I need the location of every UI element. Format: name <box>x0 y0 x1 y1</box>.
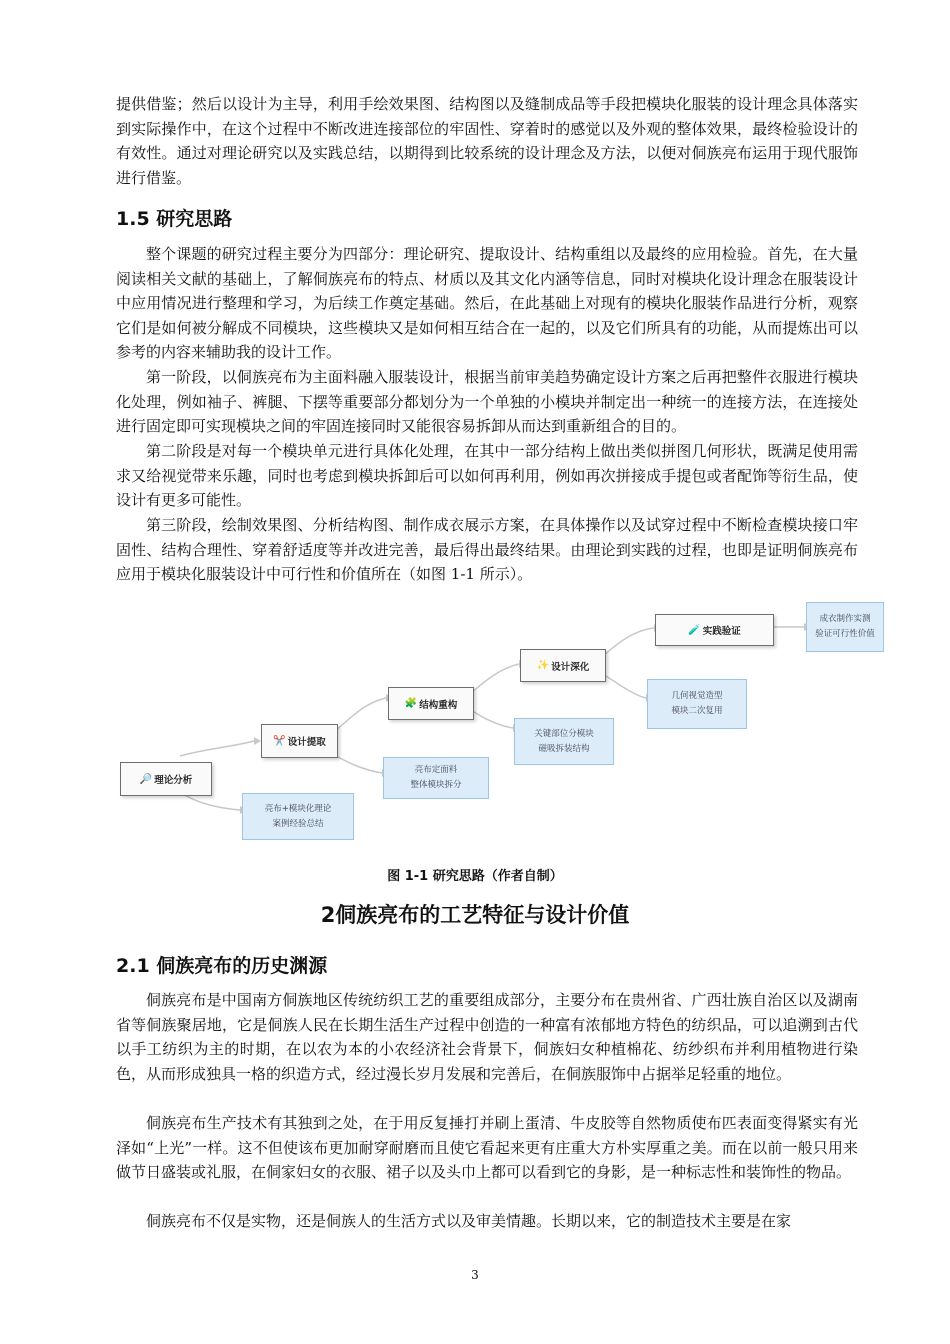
node-label: 实践验证 <box>702 626 741 637</box>
note-line: 整体模块拆分 <box>410 780 462 790</box>
paragraph-2-1-3: 侗族亮布不仅是实物，还是侗族人的生活方式以及审美情趣。长期以来，它的制造技术主要是在家 <box>146 1212 792 1230</box>
flask-icon: 🧪 <box>688 624 701 636</box>
paragraph-1-5-3: 第二阶段是对每一个模块单元进行具体化处理，在其中一部分结构上做出类似拼图几何形状，既满足使用需求又给视觉带来乐趣，同时也考虑到模块拆卸后可以如何再利用，例如再次拼接成手提包或者配饰等衍生品，使设计有更多可能性。 <box>116 442 858 509</box>
note-line: 亮布+模块化理论 <box>264 803 332 814</box>
magnifier-icon: 🔎 <box>139 773 153 785</box>
node-label: 结构重构 <box>419 699 458 711</box>
note-deepening <box>647 679 747 729</box>
node-theory-analysis <box>120 762 212 796</box>
node-practice-verification <box>655 614 774 646</box>
note-line: 成衣制作实测 <box>819 614 871 624</box>
page-number: 3 <box>471 1268 479 1282</box>
paragraph-1-5-4: 第三阶段，绘制效果图、分析结构图、制作成衣展示方案，在具体操作以及试穿过程中不断检查模块接口牢固性、结构合理性、穿着舒适度等并改进完善，最后得出最终结果。由理论到实践的过程，也即是证明侗族亮布应用于模块化服装设计中可行性和价值所在（如图 1-1 所示）。 <box>116 516 858 583</box>
paragraph-1-5-2: 第一阶段，以侗族亮布为主面料融入服装设计，根据当前审美趋势确定设计方案之后再把整件衣服进行模块化处理，例如袖子、裤腿、下摆等重要部分都划分为一个单独的小模块并制定出一种统一的连接方法，在连接处进行固定即可实现模块之间的牢固连接同时又能很容易拆卸从而达到重新组合的目的。 <box>116 368 858 435</box>
node-label: 理论分析 <box>154 775 193 786</box>
note-line: 几何视觉造型 <box>671 691 723 701</box>
note-line: 亮布定面料 <box>414 765 458 775</box>
scissors-icon: ✂️ <box>273 735 286 747</box>
section-heading-1-5: 1.5 研究思路 <box>116 208 233 230</box>
note-line: 模块二次复用 <box>671 706 723 716</box>
sparkle-icon: ✨ <box>536 660 550 671</box>
research-flow-diagram <box>116 598 886 856</box>
node-design-deepening <box>520 649 606 682</box>
section-heading-2-1: 2.1 侗族亮布的历史渊源 <box>116 955 328 977</box>
node-design-extraction <box>261 724 338 758</box>
puzzle-icon: 🧩 <box>404 698 418 709</box>
chapter-heading: 2侗族亮布的工艺特征与设计价值 <box>320 903 630 927</box>
note-line: 案例经验总结 <box>272 818 324 829</box>
note-line: 验证可行性价值 <box>815 629 875 639</box>
node-label: 设计深化 <box>551 661 590 673</box>
node-structure-reconstruction <box>388 687 474 720</box>
note-verification <box>806 602 884 652</box>
paragraph-2-1-1: 侗族亮布是中国南方侗族地区传统纺织工艺的重要组成部分，主要分布在贵州省、广西壮族自治区以及湖南省等侗族聚居地，它是侗族人民在长期生活生产过程中创造的一种富有浓郁地方特色的纺织品，可以追溯到古代以手工纺织为主的时期，在以农为本的小农经济社会背景下，侗族妇女种植棉花、纺纱织布并利用植物进行染色，从而形成独具一格的织造方式，经过漫长岁月发展和完善后，在侗族服饰中占据举足轻重的地位。 <box>116 991 858 1083</box>
paragraph-2-1-2: 侗族亮布生产技术有其独到之处，在于用反复捶打并刷上蛋清、牛皮胶等自然物质使布匹表面变得紧实有光泽如“上光”一样。这不但使该布更加耐穿耐磨而且使它看起来更有庄重大方朴实厚重之美。而在以前一般只用来做节日盛装或礼服，在侗家妇女的衣服、裙子以及头巾上都可以看到它的身影，是一种标志性和装饰性的物品。 <box>116 1114 858 1181</box>
node-label: 设计提取 <box>287 737 326 748</box>
figure-caption: 图 1-1 研究思路（作者自制） <box>387 869 563 884</box>
paragraph-1-5-1: 整个课题的研究过程主要分为四部分：理论研究、提取设计、结构重组以及最终的应用检验。首先，在大量阅读相关文献的基础上，了解侗族亮布的特点、材质以及其文化内涵等信息，同时对模块化设计理念在服装设计中应用情况进行整理和学习，为后续工作奠定基础。然后，在此基础上对现有的模块化服装作品进行分析，观察它们是如何被分解成不同模块，这些模块又是如何相互结合在一起的，以及它们所具有的功能，从而提炼出可以参考的内容来辅助我的设计工作。 <box>116 245 858 361</box>
note-line: 磁吸拆装结构 <box>538 743 590 754</box>
note-extraction <box>383 757 489 799</box>
note-reconstruction <box>514 718 614 765</box>
intro-paragraph: 提供借鉴；然后以设计为主导，利用手绘效果图、结构图以及缝制成品等手段把模块化服装的设计理念具体落实到实际操作中，在这个过程中不断改进连接部位的牢固性、穿着时的感觉以及外观的整体效果，最终检验设计的有效性。通过对理论研究以及实践总结，以期得到比较系统的设计理念及方法，以便对侗族亮布运用于现代服饰进行借鉴。 <box>116 95 858 187</box>
note-line: 关键部位分模块 <box>534 728 594 739</box>
note-theory <box>242 793 354 840</box>
